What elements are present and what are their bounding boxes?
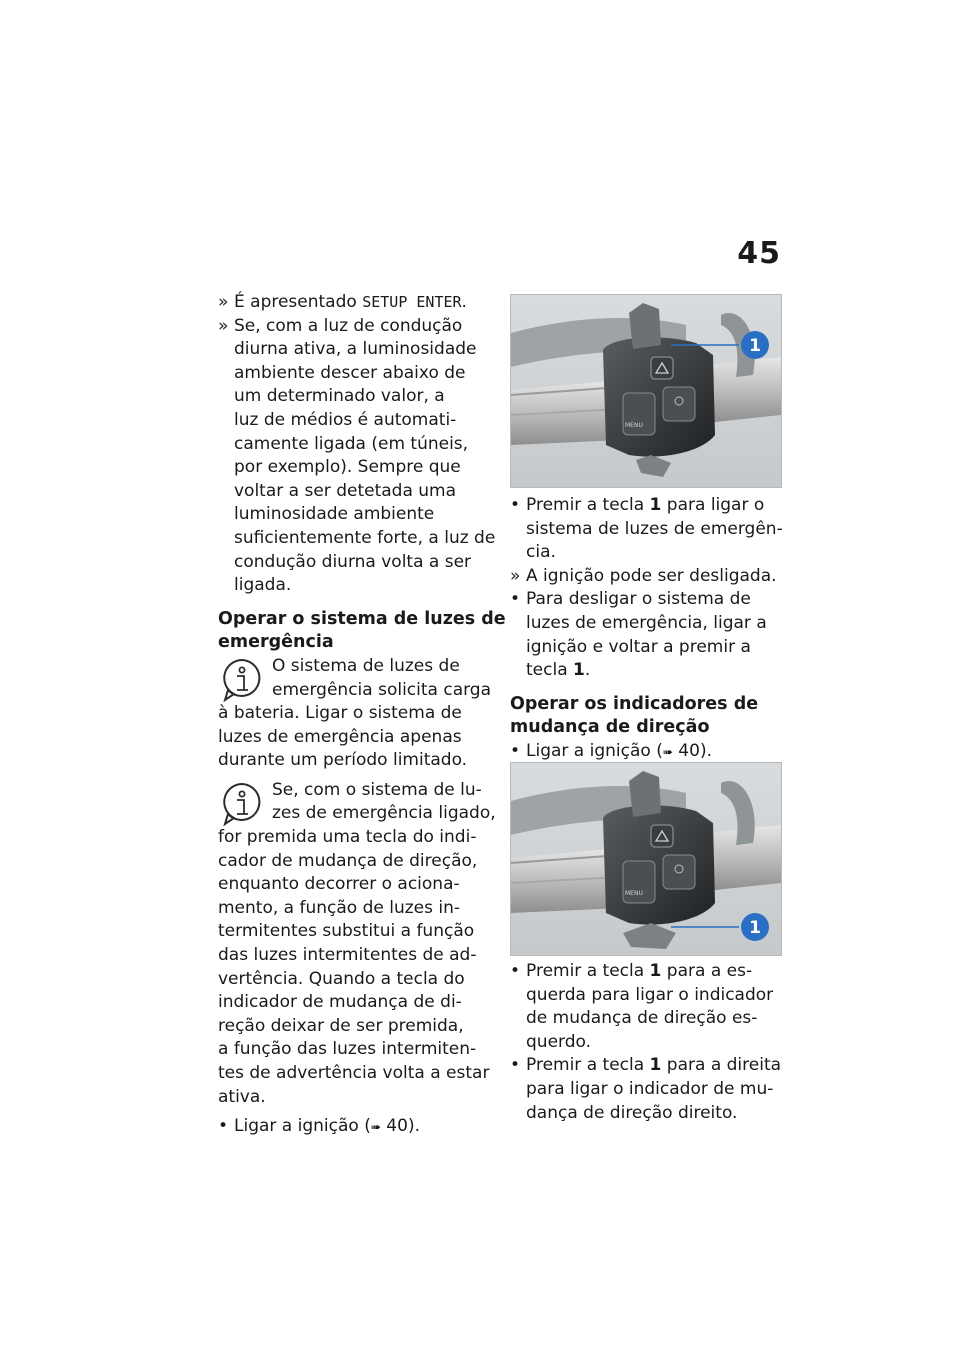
menu-button-label: MENU [625, 890, 643, 897]
key-reference: 1 [649, 495, 662, 515]
text-line: durante um período limitado. [218, 750, 468, 771]
result-item [218, 315, 494, 598]
text-line: condução diurna volta a ser [234, 551, 472, 572]
text-line: zes de emergência ligado, [272, 803, 496, 824]
text-line: for premida uma tecla do indi- [218, 827, 477, 848]
text-line: camente ligada (em túneis, [234, 433, 469, 454]
action-item [510, 740, 786, 765]
heading-line: mudança de direção [510, 717, 710, 738]
left-column [218, 291, 506, 1140]
page-reference[interactable]: 40). [672, 740, 712, 761]
text-line: O sistema de luzes de [272, 655, 460, 676]
text-line: luzes de emergência apenas [218, 726, 462, 747]
bullet-marker: • [510, 1055, 521, 1076]
text-fragment: Premir a tecla [526, 961, 650, 981]
info-icon [222, 658, 262, 702]
text-line [526, 740, 786, 765]
text-fragment: Ligar a ignição ( [526, 740, 663, 761]
text-line: enquanto decorrer o aciona- [218, 874, 460, 895]
text-line: cador de mudança de direção, [218, 850, 478, 871]
text-line: ligada. [234, 575, 292, 596]
text-line: dança de direção direito. [526, 1102, 738, 1123]
info-note [218, 655, 494, 773]
text-fragment: Premir a tecla [526, 1055, 650, 1076]
text-line: vertência. Quando a tecla do [218, 968, 465, 989]
text-line: Se, com o sistema de lu- [272, 779, 482, 800]
right-column-lower [510, 960, 786, 1125]
text-line: a função das luzes intermiten- [218, 1039, 477, 1060]
info-note [218, 779, 494, 1109]
text-fragment: É apresentado [234, 292, 363, 312]
text-line: ambiente descer abaixo de [234, 362, 466, 383]
text-line: tes de advertência volta a estar [218, 1063, 490, 1083]
result-marker: » [510, 565, 521, 586]
display-code: SETUP ENTER [362, 293, 462, 311]
text-line: querdo. [526, 1031, 592, 1052]
text-line [234, 291, 494, 315]
action-item [510, 588, 786, 682]
text-fragment: para ligar o [661, 495, 765, 515]
text-line [526, 1054, 786, 1078]
heading-line: Operar os indicadores de [510, 693, 759, 714]
result-item [510, 565, 786, 589]
text-line: diurna ativa, a luminosidade [234, 339, 477, 360]
info-icon [222, 782, 262, 826]
text-line [234, 1115, 494, 1140]
key-reference: 1 [573, 660, 585, 681]
handlebar-switch-illustration [511, 295, 781, 487]
text-fragment: . [461, 292, 467, 312]
bullet-marker: • [510, 961, 521, 981]
result-item [218, 291, 494, 315]
text-line: voltar a ser detetada uma [234, 480, 457, 501]
text-line [526, 960, 786, 984]
text-line [526, 659, 786, 683]
text-line: ignição e voltar a premir a [526, 636, 751, 657]
text-line: à bateria. Ligar o sistema de [218, 703, 462, 724]
text-line: luzes de emergência, ligar a [526, 612, 767, 633]
page-number: 45 [737, 236, 781, 271]
text-line: Se, com a luz de condução [234, 315, 463, 336]
result-marker: » [218, 315, 229, 336]
text-line: suficientemente forte, a luz de [234, 527, 496, 548]
text-line: indicador de mudança de di- [218, 992, 462, 1013]
text-fragment: . [584, 660, 591, 681]
handlebar-switch-illustration [511, 763, 781, 955]
text-line: de mudança de direção es- [526, 1008, 758, 1029]
text-line: A ignição pode ser desligada. [526, 565, 777, 586]
text-line: Para desligar o sistema de [526, 589, 751, 610]
text-line: um determinado valor, a [234, 386, 445, 407]
heading-line: emergência [218, 632, 334, 653]
text-line: termitentes substitui a função [218, 921, 475, 942]
heading-line: Operar o sistema de luzes de [218, 608, 506, 629]
bullet-marker: • [510, 589, 521, 610]
page-reference[interactable]: 40). [380, 1116, 420, 1137]
action-item [510, 960, 786, 1054]
figure-handlebar-switch-hazard [510, 294, 782, 488]
key-reference: 1 [649, 1055, 662, 1076]
action-item [218, 1115, 494, 1140]
text-fragment: tecla [526, 660, 574, 681]
result-marker: » [218, 292, 229, 312]
callout-number: 1 [749, 336, 761, 356]
bullet-marker: • [510, 740, 521, 761]
text-fragment: para a direita [661, 1055, 782, 1076]
section-heading [510, 693, 786, 740]
text-line: querda para ligar o indicador [526, 984, 774, 1005]
text-line: emergência solicita carga [272, 679, 492, 700]
text-line: sistema de luzes de emergên- [526, 518, 783, 539]
text-fragment: Ligar a ignição ( [234, 1116, 371, 1137]
action-item [510, 1054, 786, 1125]
callout-number: 1 [749, 918, 761, 938]
figure-handlebar-switch-indicator [510, 762, 782, 956]
text-fragment: para a es- [661, 961, 753, 981]
text-line: para ligar o indicador de mu- [526, 1078, 774, 1099]
text-line [526, 494, 786, 518]
section-heading [218, 608, 506, 655]
text-line: cia. [526, 542, 556, 563]
text-fragment: Premir a tecla [526, 495, 650, 515]
page-reference-arrow-icon: ➠ [370, 1120, 381, 1135]
bullet-marker: • [218, 1116, 229, 1137]
text-line: luz de médios é automati- [234, 409, 457, 430]
text-line: mento, a função de luzes in- [218, 897, 461, 918]
text-line: por exemplo). Sempre que [234, 457, 461, 478]
bullet-marker: • [510, 495, 521, 515]
action-item [510, 494, 786, 565]
text-line: das luzes intermitentes de ad- [218, 945, 477, 966]
right-column [510, 494, 786, 765]
text-line: reção deixar de ser premida, [218, 1015, 464, 1036]
text-line: ativa. [218, 1086, 266, 1107]
page-reference-arrow-icon: ➠ [662, 744, 673, 759]
key-reference: 1 [649, 961, 662, 981]
text-line: luminosidade ambiente [234, 504, 435, 525]
menu-button-label: MENU [625, 422, 643, 429]
